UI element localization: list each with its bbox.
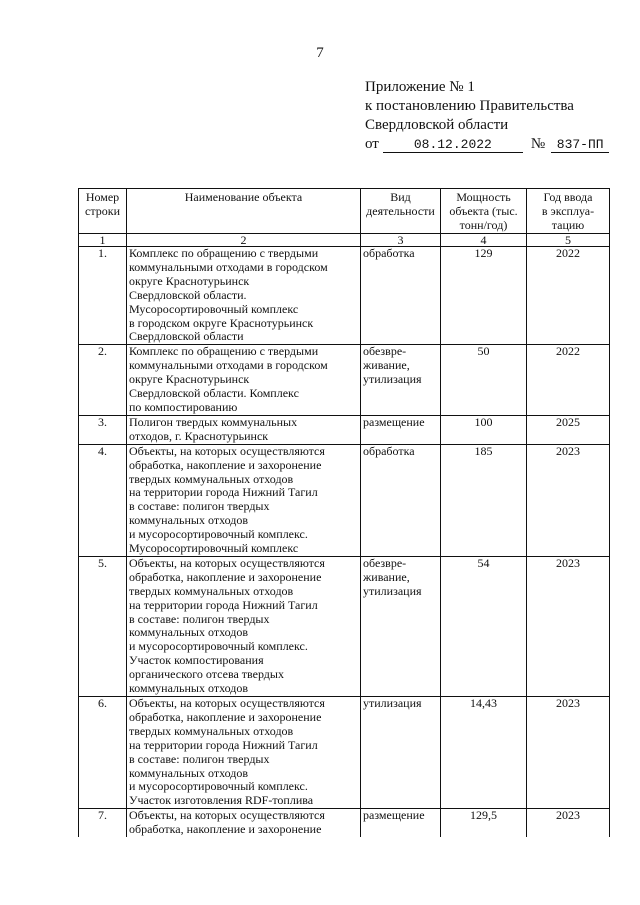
page-number: 7 bbox=[316, 45, 324, 61]
column-number: 2 bbox=[127, 234, 361, 247]
cell-line: утилизация bbox=[363, 583, 422, 598]
cell-line: коммунальными отходами в городском bbox=[129, 358, 328, 373]
cell-line: размещение bbox=[363, 808, 425, 823]
cell-line: Участок изготовления RDF-топлива bbox=[129, 793, 314, 808]
cell-line: в составе: полигон твердых bbox=[129, 611, 270, 626]
cell-line: Свердловской области. bbox=[129, 287, 247, 302]
object-name bbox=[127, 247, 361, 345]
cell-line: обезвре- bbox=[363, 555, 407, 570]
commissioning-year: 2022 bbox=[527, 247, 610, 345]
activity-type bbox=[361, 556, 441, 696]
cell-line: в городском округе Краснотурьинск bbox=[129, 315, 314, 330]
capacity-value: 54 bbox=[441, 556, 527, 696]
header-line: тонн/год) bbox=[459, 217, 508, 232]
cell-line: в составе: полигон твердых bbox=[129, 751, 270, 766]
commissioning-year: 2023 bbox=[527, 697, 610, 809]
cell-line: живание, bbox=[363, 569, 410, 584]
cell-line: Участок компостирования bbox=[129, 653, 264, 668]
from-label: от bbox=[365, 136, 379, 152]
activity-type bbox=[361, 415, 441, 444]
table-row bbox=[79, 415, 610, 444]
cell-line: и мусоросортировочный комплекс. bbox=[129, 527, 308, 542]
cell-line: обработка, накопление и захоронение bbox=[129, 709, 322, 724]
header-line: Наименование объекта bbox=[184, 190, 303, 204]
cell-line: утилизация bbox=[363, 696, 422, 710]
cell-line: и мусоросортировочный комплекс. bbox=[129, 639, 308, 654]
cell-line: округе Краснотурьинск bbox=[129, 273, 250, 288]
activity-type bbox=[361, 247, 441, 345]
header-line: деятельности bbox=[366, 203, 435, 218]
header-line: Мощность bbox=[456, 190, 511, 204]
cell-line: Объекты, на которых осуществляются bbox=[129, 696, 325, 710]
cell-line: по компостированию bbox=[129, 399, 238, 414]
row-number: 5. bbox=[79, 556, 127, 696]
column-number: 5 bbox=[527, 234, 610, 247]
commissioning-year: 2023 bbox=[527, 556, 610, 696]
row-number: 4. bbox=[79, 444, 127, 556]
header-row-number bbox=[79, 189, 127, 234]
appendix-block bbox=[365, 78, 609, 154]
activity-type bbox=[361, 345, 441, 416]
cell-line: Свердловской области. Комплекс bbox=[129, 386, 299, 401]
commissioning-year: 2023 bbox=[527, 809, 610, 837]
appendix-date-line bbox=[365, 135, 609, 154]
cell-line: Мусоросортировочный комплекс bbox=[129, 541, 299, 556]
cell-line: Комплекс по обращению с твердыми bbox=[129, 246, 319, 260]
appendix-title: Приложение № 1 bbox=[365, 79, 475, 95]
cell-line: коммунальных отходов bbox=[129, 625, 249, 640]
capacity-value: 129 bbox=[441, 247, 527, 345]
resolution-date: 08.12.2022 bbox=[383, 137, 523, 153]
cell-line: Объекты, на которых осуществляются bbox=[129, 555, 325, 570]
activity-type bbox=[361, 697, 441, 809]
cell-line: Объекты, на которых осуществляются bbox=[129, 443, 325, 458]
resolution-number: 837-ПП bbox=[551, 137, 609, 153]
row-number: 1. bbox=[79, 247, 127, 345]
row-number: 7. bbox=[79, 809, 127, 837]
capacity-value: 14,43 bbox=[441, 697, 527, 809]
appendix-region-line: Свердловской области bbox=[365, 117, 509, 133]
object-name bbox=[127, 697, 361, 809]
row-number: 2. bbox=[79, 345, 127, 416]
activity-type bbox=[361, 444, 441, 556]
object-name bbox=[127, 345, 361, 416]
object-name bbox=[127, 809, 361, 837]
header-line: Вид bbox=[390, 190, 411, 204]
cell-line: на территории города Нижний Тагил bbox=[129, 737, 318, 752]
cell-line: коммунальных отходов bbox=[129, 765, 249, 780]
activity-type bbox=[361, 809, 441, 837]
commissioning-year: 2025 bbox=[527, 415, 610, 444]
header-line: Номер bbox=[85, 190, 120, 204]
cell-line: размещение bbox=[363, 414, 425, 429]
column-numbers-row bbox=[79, 234, 610, 247]
table-header-row bbox=[79, 189, 610, 234]
header-line: Год ввода bbox=[543, 190, 593, 204]
table-row bbox=[79, 697, 610, 809]
object-name bbox=[127, 444, 361, 556]
cell-line: Объекты, на которых осуществляются bbox=[129, 808, 325, 823]
table-row bbox=[79, 444, 610, 556]
cell-line: твердых коммунальных отходов bbox=[129, 583, 294, 598]
row-number: 6. bbox=[79, 697, 127, 809]
table-row bbox=[79, 345, 610, 416]
column-number: 4 bbox=[441, 234, 527, 247]
cell-line: Мусоросортировочный комплекс bbox=[129, 301, 299, 316]
column-number: 1 bbox=[79, 234, 127, 247]
cell-line: коммунальных отходов bbox=[129, 513, 249, 528]
cell-line: обработка bbox=[363, 246, 415, 260]
cell-line: твердых коммунальных отходов bbox=[129, 471, 294, 486]
cell-line: Комплекс по обращению с твердыми bbox=[129, 344, 319, 359]
cell-line: коммунальными отходами в городском bbox=[129, 259, 328, 274]
cell-line: на территории города Нижний Тагил bbox=[129, 485, 318, 500]
commissioning-year: 2022 bbox=[527, 345, 610, 416]
cell-line: Полигон твердых коммунальных bbox=[129, 414, 298, 429]
capacity-value: 129,5 bbox=[441, 809, 527, 837]
cell-line: коммунальных отходов bbox=[129, 681, 249, 696]
cell-line: и мусоросортировочный комплекс. bbox=[129, 779, 308, 794]
table-row bbox=[79, 247, 610, 345]
cell-line: Свердловской области bbox=[129, 329, 244, 344]
cell-line: обработка, накопление и захоронение bbox=[129, 822, 322, 837]
header-line: тацию bbox=[551, 217, 585, 232]
number-label: № bbox=[530, 136, 546, 152]
cell-line: живание, bbox=[363, 358, 410, 373]
header-capacity bbox=[441, 189, 527, 234]
row-number: 3. bbox=[79, 415, 127, 444]
capacity-value: 50 bbox=[441, 345, 527, 416]
object-name bbox=[127, 556, 361, 696]
cell-line: обработка bbox=[363, 443, 415, 458]
objects-table bbox=[78, 188, 610, 837]
cell-line: обработка, накопление и захоронение bbox=[129, 569, 322, 584]
cell-line: на территории города Нижний Тагил bbox=[129, 597, 318, 612]
cell-line: обезвре- bbox=[363, 344, 407, 359]
table-row bbox=[79, 556, 610, 696]
header-line: в эксплуа- bbox=[541, 203, 595, 218]
table-body bbox=[79, 234, 610, 838]
header-activity bbox=[361, 189, 441, 234]
capacity-value: 100 bbox=[441, 415, 527, 444]
header-object-name bbox=[127, 189, 361, 234]
cell-line: обработка, накопление и захоронение bbox=[129, 457, 322, 472]
table-row bbox=[79, 809, 610, 837]
cell-line: утилизация bbox=[363, 372, 422, 387]
header-line: объекта (тыс. bbox=[449, 203, 518, 218]
column-number: 3 bbox=[361, 234, 441, 247]
capacity-value: 185 bbox=[441, 444, 527, 556]
appendix-resolution-line: к постановлению Правительства bbox=[365, 98, 574, 114]
cell-line: отходов, г. Краснотурьинск bbox=[129, 428, 269, 443]
commissioning-year: 2023 bbox=[527, 444, 610, 556]
cell-line: в составе: полигон твердых bbox=[129, 499, 270, 514]
cell-line: органического отсева твердых bbox=[129, 667, 284, 682]
header-year bbox=[527, 189, 610, 234]
object-name bbox=[127, 415, 361, 444]
header-line: строки bbox=[85, 203, 120, 218]
cell-line: округе Краснотурьинск bbox=[129, 372, 250, 387]
cell-line: твердых коммунальных отходов bbox=[129, 723, 294, 738]
